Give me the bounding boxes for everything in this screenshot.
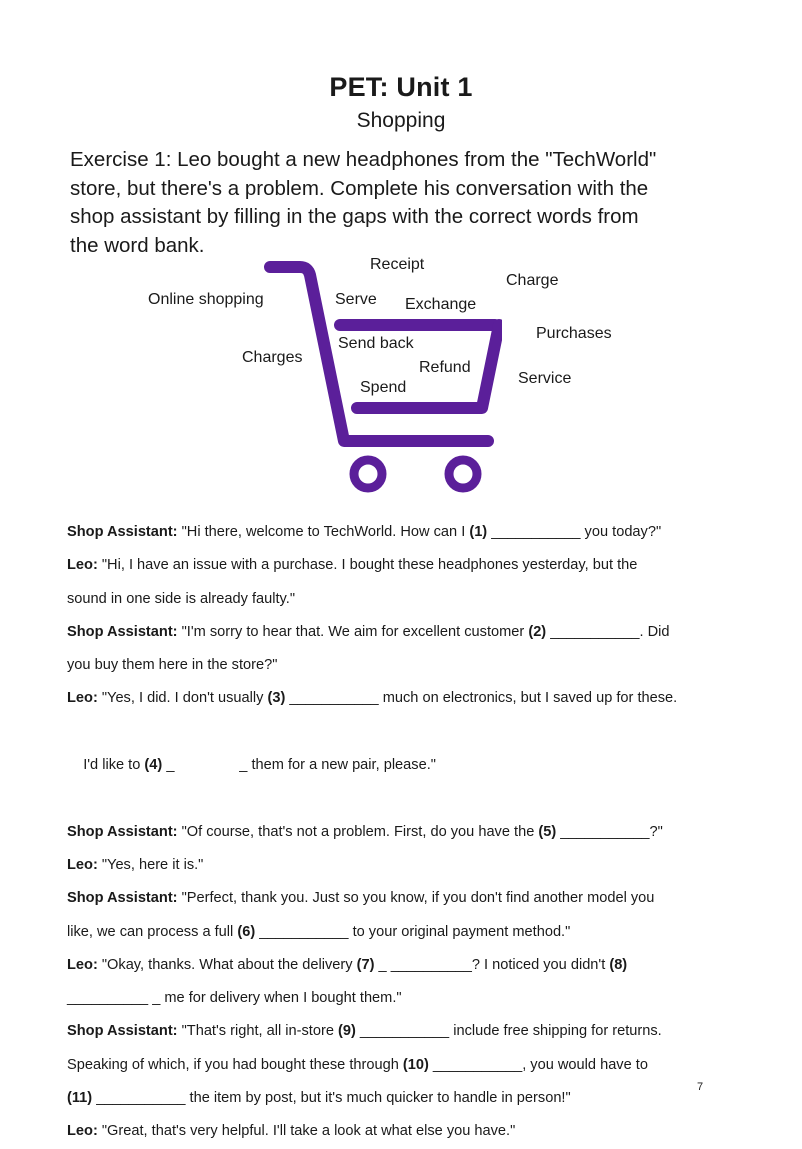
dialogue-text: "I'm sorry to hear that. We aim for excellent customer (177, 623, 529, 640)
dialogue-text: _ _ them for a new pair, please." (162, 757, 436, 774)
gap-number: (8) (609, 956, 628, 973)
dialogue-text: "That's right, all in-store (177, 1023, 338, 1040)
word-online-shopping: Online shopping (148, 291, 264, 308)
gap-number: (10) (402, 1056, 429, 1073)
cart-wheel-left (354, 460, 382, 488)
exercise-instructions (70, 146, 740, 260)
dialogue-text: Speaking of which, if you had bought these through (67, 1056, 403, 1073)
dialogue-line (67, 616, 747, 649)
dialogue-text: I'd like to (83, 757, 145, 774)
page-title: PET: Unit 1 (329, 72, 473, 102)
word-send-back: Send back (338, 335, 414, 352)
dialogue-text: "Hi there, welcome to TechWorld. How can I (177, 524, 470, 540)
speaker-label: Leo: (67, 690, 98, 707)
gap-number: (5) (538, 823, 557, 840)
dialogue-line (67, 549, 747, 582)
dialogue-line (67, 882, 747, 915)
word-refund: Refund (419, 359, 471, 376)
gap-number: (9) (338, 1023, 356, 1040)
dialogue-line (67, 682, 747, 715)
dialogue-line (67, 716, 747, 816)
shopping-cart-icon (262, 258, 502, 498)
word-exchange: Exchange (405, 296, 477, 313)
dialogue-line (67, 1015, 747, 1048)
dialogue-text: ___________ to your original payment method." (255, 923, 571, 940)
page-number: 7 (697, 1081, 704, 1093)
instructions-line: Exercise 1: Leo bought a new headphones from the "TechWorld" (70, 148, 657, 171)
speaker-label: Shop Assistant: (67, 890, 178, 907)
dialogue-text: sound in one side is already faulty." (67, 590, 296, 607)
speaker-label: Leo: (67, 557, 98, 574)
gap-number: (3) (267, 690, 286, 707)
gap-number: (7) (356, 956, 375, 973)
dialogue-text: like, we can process a full (67, 923, 238, 940)
page-subtitle: Shopping (356, 109, 446, 132)
dialogue-text: "Okay, thanks. What about the delivery (97, 956, 357, 973)
gap-number: (4) (144, 757, 163, 774)
dialogue-line (67, 916, 747, 949)
dialogue-line (67, 649, 747, 682)
dialogue (67, 516, 747, 1149)
dialogue-text: ___________ include free shipping for returns. (355, 1023, 662, 1040)
word-receipt: Receipt (370, 256, 425, 273)
dialogue-text: "Of course, that's not a problem. First, do you have the (177, 823, 539, 840)
speaker-label: Leo: (67, 856, 98, 873)
speaker-label: Shop Assistant: (67, 524, 178, 540)
dialogue-text: "Hi, I have an issue with a purchase. I bought these headphones yesterday, but the (97, 557, 638, 574)
dialogue-line (67, 949, 747, 982)
dialogue-line (67, 1082, 747, 1115)
speaker-label: Shop Assistant: (67, 1023, 178, 1040)
dialogue-text: ___________ you today?" (487, 524, 662, 540)
dialogue-text: __________ _ me for delivery when I bought them." (67, 990, 402, 1007)
speaker-label: Shop Assistant: (67, 623, 178, 640)
dialogue-text: ___________. Did (546, 623, 670, 640)
gap-number: (6) (237, 923, 256, 940)
dialogue-text: ___________ the item by post, but it's much quicker to handle in person!" (92, 1090, 571, 1107)
word-purchases: Purchases (536, 325, 612, 342)
cart-handle (270, 267, 488, 441)
speaker-label: Leo: (67, 1123, 98, 1140)
dialogue-text: "Perfect, thank you. Just so you know, if you don't find another model you (177, 890, 655, 907)
instructions-line: shop assistant by filling in the gaps with the correct words from (70, 205, 639, 228)
dialogue-text: "Great, that's very helpful. I'll take a look at what else you have." (97, 1123, 516, 1140)
gap-number: (1) (469, 524, 488, 540)
dialogue-line (67, 1049, 747, 1082)
dialogue-text: "Yes, I did. I don't usually (97, 690, 268, 707)
dialogue-text: ___________, you would have to (428, 1056, 648, 1073)
dialogue-line (67, 516, 747, 549)
word-charges: Charges (242, 349, 303, 366)
dialogue-text: "Yes, here it is." (97, 856, 204, 873)
dialogue-line (67, 583, 747, 616)
speaker-label: Leo: (67, 956, 98, 973)
instructions-line: the word bank. (70, 233, 205, 257)
gap-number: (2) (528, 623, 547, 640)
dialogue-text: you buy them here in the store?" (67, 657, 278, 674)
gap-number: (11) (67, 1090, 93, 1107)
word-serve: Serve (335, 291, 377, 308)
dialogue-text: _ __________? I noticed you didn't (374, 956, 610, 973)
cart-wheel-right (449, 460, 477, 488)
speaker-label: Shop Assistant: (67, 823, 178, 840)
dialogue-line (67, 849, 747, 882)
word-service: Service (518, 370, 572, 387)
dialogue-text: ___________?" (556, 823, 663, 840)
word-spend: Spend (360, 379, 407, 396)
word-charge: Charge (506, 272, 559, 289)
dialogue-line (67, 816, 747, 849)
instructions-line: store, but there's a problem. Complete his conversation with the (70, 176, 649, 200)
dialogue-line (67, 982, 747, 1015)
dialogue-text: ___________ much on electronics, but I saved up for these. (285, 690, 678, 707)
